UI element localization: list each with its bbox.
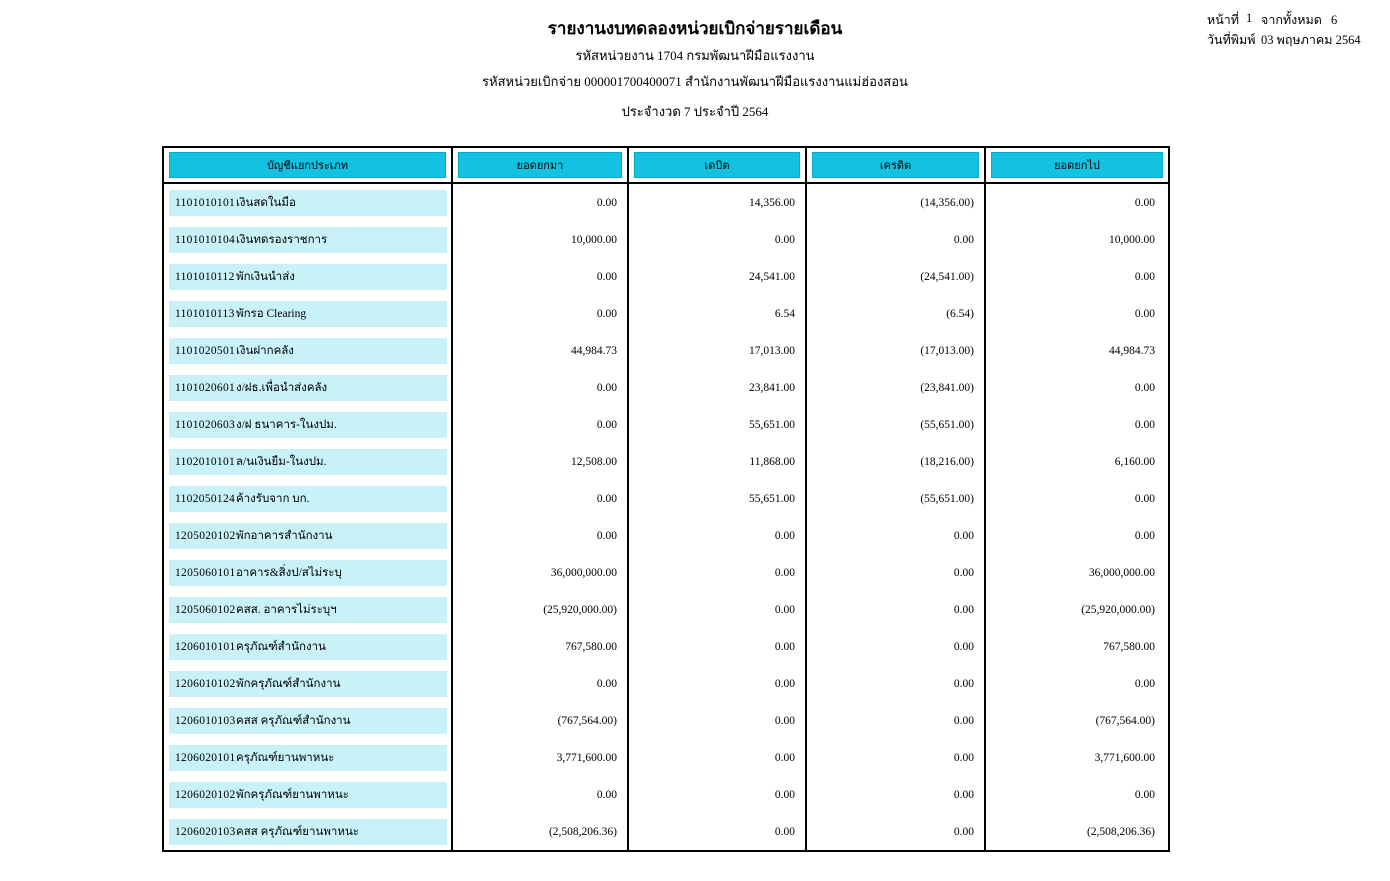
table-row bbox=[164, 739, 1168, 776]
table-row bbox=[164, 221, 1168, 258]
account-highlight-bar bbox=[169, 634, 447, 660]
account-cell bbox=[164, 554, 453, 591]
opening-balance-cell: 0.00 bbox=[453, 406, 629, 443]
closing-balance-cell: 0.00 bbox=[1134, 677, 1155, 690]
opening-balance-cell: (25,920,000.00) bbox=[453, 591, 629, 628]
credit-cell: (23,841.00) bbox=[807, 369, 986, 406]
credit-cell: (24,541.00) bbox=[807, 258, 986, 295]
opening-balance-cell: 0.00 bbox=[453, 184, 629, 221]
table-row bbox=[164, 406, 1168, 443]
account-cell bbox=[164, 295, 453, 332]
credit-cell: (18,216.00) bbox=[807, 443, 986, 480]
opening-balance-cell: 767,580.00 bbox=[453, 628, 629, 665]
account-cell bbox=[164, 332, 453, 369]
account-name: ล/นเงินยืม-ในงปม. bbox=[236, 455, 327, 468]
page-info bbox=[1200, 10, 1386, 56]
closing-balance-cell: 6,160.00 bbox=[1114, 455, 1155, 468]
account-highlight-bar bbox=[169, 449, 447, 475]
credit-cell: (55,651.00) bbox=[807, 480, 986, 517]
table-row bbox=[164, 628, 1168, 665]
table-row bbox=[164, 480, 1168, 517]
account-name: ง/ฝ ธนาคาร-ในงปม. bbox=[236, 418, 337, 431]
account-cell bbox=[164, 258, 453, 295]
credit-cell: 0.00 bbox=[807, 628, 986, 665]
closing-balance-cell: (767,564.00) bbox=[1095, 714, 1155, 727]
account-code: 1206010101 bbox=[175, 640, 236, 653]
account-name: พักครุภัณฑ์สำนักงาน bbox=[236, 677, 341, 690]
header-cell-credit bbox=[807, 148, 986, 182]
opening-balance-cell: 0.00 bbox=[453, 776, 629, 813]
report-subtitle-period: ประจำงวด 7 ประจำปี 2564 bbox=[621, 104, 769, 119]
closing-balance-cell: 0.00 bbox=[1134, 418, 1155, 431]
table-row bbox=[164, 665, 1168, 702]
opening-balance-cell: 0.00 bbox=[453, 369, 629, 406]
opening-balance-cell: 0.00 bbox=[453, 665, 629, 702]
credit-cell: 0.00 bbox=[807, 702, 986, 739]
debit-cell: 55,651.00 bbox=[629, 406, 807, 443]
account-name: เงินทดรองราชการ bbox=[236, 233, 328, 246]
account-name: พักเงินนำส่ง bbox=[236, 270, 295, 283]
opening-balance-cell: 36,000,000.00 bbox=[453, 554, 629, 591]
account-code: 1205060101 bbox=[175, 566, 236, 579]
opening-balance-cell: (2,508,206.36) bbox=[453, 813, 629, 850]
credit-cell: 0.00 bbox=[807, 813, 986, 850]
account-code: 1206010103 bbox=[175, 714, 236, 727]
account-cell bbox=[164, 480, 453, 517]
debit-cell: 17,013.00 bbox=[629, 332, 807, 369]
closing-balance-cell: (2,508,206.36) bbox=[1086, 825, 1155, 838]
account-cell bbox=[164, 813, 453, 850]
debit-cell: 0.00 bbox=[629, 702, 807, 739]
total-pages-label: จากทั้งหมด bbox=[1261, 13, 1322, 27]
account-code: 1206010102 bbox=[175, 677, 236, 690]
debit-cell: 11,868.00 bbox=[629, 443, 807, 480]
table-row bbox=[164, 702, 1168, 739]
account-code: 1102010101 bbox=[175, 455, 236, 468]
debit-cell: 55,651.00 bbox=[629, 480, 807, 517]
account-code: 1101020603 bbox=[175, 418, 236, 431]
closing-balance-cell: 10,000.00 bbox=[1109, 233, 1155, 246]
table-row bbox=[164, 776, 1168, 813]
account-highlight-bar bbox=[169, 227, 447, 253]
account-code: 1101020601 bbox=[175, 381, 236, 394]
total-pages: 6 bbox=[1331, 13, 1338, 27]
debit-cell: 0.00 bbox=[629, 554, 807, 591]
account-cell bbox=[164, 628, 453, 665]
opening-balance-cell: 0.00 bbox=[453, 517, 629, 554]
account-cell bbox=[164, 517, 453, 554]
report-subtitle-unit: รหัสหน่วยเบิกจ่าย 000001700400071 สำนักงานพัฒนาฝีมือแรงงานแม่ฮ่องสอน bbox=[482, 74, 908, 89]
closing-balance-cell: 0.00 bbox=[1134, 788, 1155, 801]
debit-cell: 0.00 bbox=[629, 221, 807, 258]
table-row bbox=[164, 369, 1168, 406]
account-highlight-bar bbox=[169, 745, 447, 771]
table-row bbox=[164, 295, 1168, 332]
page-title: รายงานงบทดลองหน่วยเบิกจ่ายรายเดือน bbox=[547, 19, 843, 38]
table-row bbox=[164, 813, 1168, 850]
credit-cell: 0.00 bbox=[807, 221, 986, 258]
debit-cell: 0.00 bbox=[629, 591, 807, 628]
credit-cell: 0.00 bbox=[807, 776, 986, 813]
table-row bbox=[164, 554, 1168, 591]
account-cell bbox=[164, 221, 453, 258]
credit-cell: 0.00 bbox=[807, 517, 986, 554]
column-header-closing-balance: ยอดยกไป bbox=[991, 152, 1163, 178]
account-code: 1101010104 bbox=[175, 233, 236, 246]
trial-balance-table bbox=[162, 146, 1170, 852]
closing-balance-cell: 767,580.00 bbox=[1103, 640, 1155, 653]
closing-balance-cell: 36,000,000.00 bbox=[1088, 566, 1155, 579]
account-highlight-bar bbox=[169, 560, 447, 586]
account-highlight-bar bbox=[169, 301, 447, 327]
account-highlight-bar bbox=[169, 671, 447, 697]
account-highlight-bar bbox=[169, 819, 447, 845]
debit-cell: 0.00 bbox=[629, 739, 807, 776]
credit-cell: 0.00 bbox=[807, 739, 986, 776]
account-cell bbox=[164, 443, 453, 480]
credit-cell: (55,651.00) bbox=[807, 406, 986, 443]
credit-cell: (14,356.00) bbox=[807, 184, 986, 221]
account-name: เงินสดในมือ bbox=[236, 196, 296, 209]
account-highlight-bar bbox=[169, 375, 447, 401]
debit-cell: 6.54 bbox=[629, 295, 807, 332]
header-cell-opening bbox=[453, 148, 629, 182]
table-row bbox=[164, 184, 1168, 221]
closing-balance-cell: 0.00 bbox=[1134, 492, 1155, 505]
account-name: พักอาคารสำนักงาน bbox=[236, 529, 333, 542]
account-name: พักครุภัณฑ์ยานพาหนะ bbox=[236, 788, 349, 801]
account-highlight-bar bbox=[169, 782, 447, 808]
account-cell bbox=[164, 406, 453, 443]
debit-cell: 0.00 bbox=[629, 776, 807, 813]
account-name: ครุภัณฑ์สำนักงาน bbox=[236, 640, 326, 653]
opening-balance-cell: (767,564.00) bbox=[453, 702, 629, 739]
table-body bbox=[164, 184, 1168, 850]
account-highlight-bar bbox=[169, 597, 447, 623]
account-code: 1206020102 bbox=[175, 788, 236, 801]
print-date-label: วันที่พิมพ์ bbox=[1207, 33, 1256, 47]
table-row bbox=[164, 332, 1168, 369]
column-header-opening-balance: ยอดยกมา bbox=[458, 152, 622, 178]
closing-balance-cell: 0.00 bbox=[1134, 307, 1155, 320]
closing-balance-cell: 44,984.73 bbox=[1109, 344, 1155, 357]
closing-balance-cell: 0.00 bbox=[1134, 270, 1155, 283]
account-code: 1101010101 bbox=[175, 196, 236, 209]
account-highlight-bar bbox=[169, 523, 447, 549]
account-name: ค้างรับจาก บก. bbox=[236, 492, 310, 505]
account-code: 1206020103 bbox=[175, 825, 236, 838]
account-cell bbox=[164, 591, 453, 628]
column-header-debit: เดบิต bbox=[634, 152, 800, 178]
closing-balance-cell: 3,771,600.00 bbox=[1094, 751, 1155, 764]
account-name: ง/ฝธ.เพื่อนำส่งคลัง bbox=[236, 381, 328, 394]
account-code: 1101010113 bbox=[175, 307, 235, 320]
header-cell-closing bbox=[986, 148, 1168, 182]
debit-cell: 23,841.00 bbox=[629, 369, 807, 406]
column-header-credit: เครดิต bbox=[812, 152, 979, 178]
credit-cell: (17,013.00) bbox=[807, 332, 986, 369]
account-code: 1101020501 bbox=[175, 344, 236, 357]
account-cell bbox=[164, 702, 453, 739]
opening-balance-cell: 44,984.73 bbox=[453, 332, 629, 369]
account-cell bbox=[164, 184, 453, 221]
column-header-account: บัญชีแยกประเภท bbox=[169, 152, 446, 178]
print-date: 03 พฤษภาคม 2564 bbox=[1261, 33, 1361, 47]
page-number: 1 bbox=[1246, 11, 1253, 25]
account-name: เงินฝากคลัง bbox=[236, 344, 294, 357]
account-code: 1206020101 bbox=[175, 751, 236, 764]
closing-balance-cell: (25,920,000.00) bbox=[1081, 603, 1155, 616]
debit-cell: 14,356.00 bbox=[629, 184, 807, 221]
account-name: พักรอ Clearing bbox=[236, 307, 307, 320]
table-row bbox=[164, 517, 1168, 554]
account-name: คสส. อาคารไม่ระบุฯ bbox=[236, 603, 337, 616]
account-highlight-bar bbox=[169, 412, 447, 438]
account-name: คสส ครุภัณฑ์สำนักงาน bbox=[236, 714, 351, 727]
closing-balance-cell: 0.00 bbox=[1134, 196, 1155, 209]
opening-balance-cell: 0.00 bbox=[453, 480, 629, 517]
account-cell bbox=[164, 739, 453, 776]
credit-cell: 0.00 bbox=[807, 554, 986, 591]
header-cell-debit bbox=[629, 148, 807, 182]
account-highlight-bar bbox=[169, 708, 447, 734]
opening-balance-cell: 3,771,600.00 bbox=[453, 739, 629, 776]
closing-balance-cell: 0.00 bbox=[1134, 381, 1155, 394]
debit-cell: 0.00 bbox=[629, 813, 807, 850]
account-highlight-bar bbox=[169, 264, 447, 290]
credit-cell: (6.54) bbox=[807, 295, 986, 332]
account-name: ครุภัณฑ์ยานพาหนะ bbox=[236, 751, 335, 764]
opening-balance-cell: 12,508.00 bbox=[453, 443, 629, 480]
table-row bbox=[164, 443, 1168, 480]
table-row bbox=[164, 258, 1168, 295]
account-code: 1205020102 bbox=[175, 529, 236, 542]
closing-balance-cell: 0.00 bbox=[1134, 529, 1155, 542]
page-number-label: หน้าที่ bbox=[1207, 13, 1240, 27]
table-header-row bbox=[164, 148, 1168, 184]
debit-cell: 0.00 bbox=[629, 517, 807, 554]
account-highlight-bar bbox=[169, 338, 447, 364]
debit-cell: 0.00 bbox=[629, 628, 807, 665]
account-code: 1205060102 bbox=[175, 603, 236, 616]
account-code: 1102050124 bbox=[175, 492, 236, 505]
account-name: คสส ครุภัณฑ์ยานพาหนะ bbox=[236, 825, 359, 838]
debit-cell: 24,541.00 bbox=[629, 258, 807, 295]
credit-cell: 0.00 bbox=[807, 665, 986, 702]
opening-balance-cell: 0.00 bbox=[453, 258, 629, 295]
account-cell bbox=[164, 776, 453, 813]
account-cell bbox=[164, 665, 453, 702]
account-highlight-bar bbox=[169, 190, 447, 216]
table-row bbox=[164, 591, 1168, 628]
account-name: อาคาร&สิ่งป/สไม่ระบุ bbox=[236, 566, 342, 579]
opening-balance-cell: 0.00 bbox=[453, 295, 629, 332]
credit-cell: 0.00 bbox=[807, 591, 986, 628]
opening-balance-cell: 10,000.00 bbox=[453, 221, 629, 258]
account-cell bbox=[164, 369, 453, 406]
account-highlight-bar bbox=[169, 486, 447, 512]
report-subtitle-agency: รหัสหน่วยงาน 1704 กรมพัฒนาฝีมือแรงงาน bbox=[575, 48, 815, 63]
header-cell-account bbox=[164, 148, 453, 182]
debit-cell: 0.00 bbox=[629, 665, 807, 702]
account-code: 1101010112 bbox=[175, 270, 235, 283]
